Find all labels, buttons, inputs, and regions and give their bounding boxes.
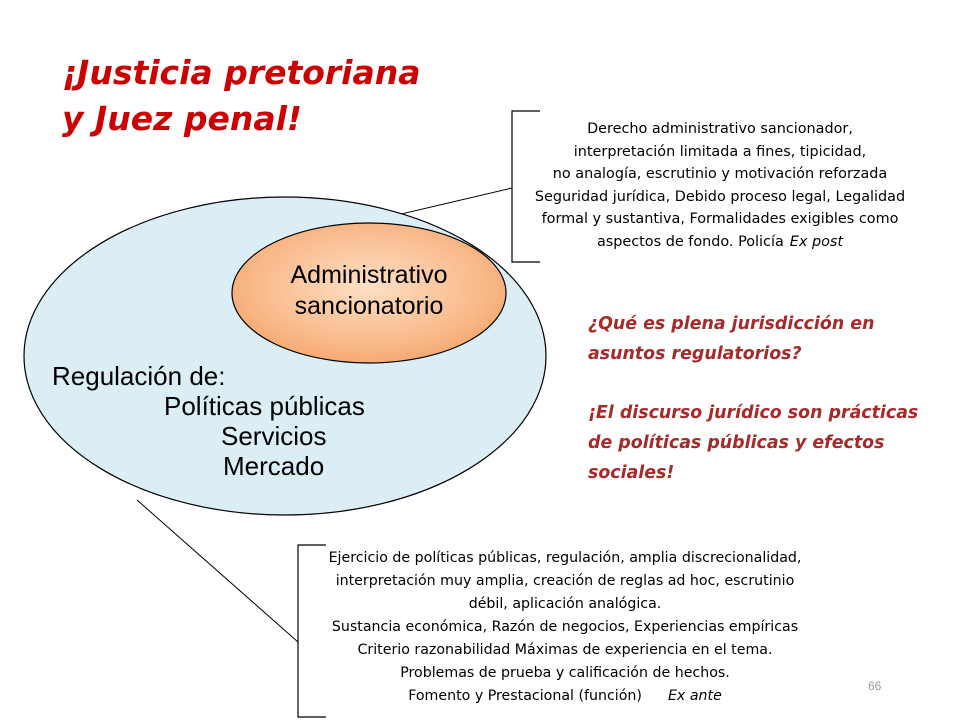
- sanction-label-line-1: Administrativo: [290, 261, 448, 289]
- regulation-label-line-1: Regulación de:: [52, 361, 226, 391]
- question2-line-2: de políticas públicas y efectos: [588, 433, 885, 453]
- top-box-last-line: [512, 231, 928, 254]
- bottom-box-last-line: [298, 685, 832, 708]
- statement-legal-discourse: [588, 398, 918, 488]
- bottom-connector-line: [137, 500, 298, 642]
- bottom-box-line: interpretación muy amplia, creación de reglas ad hoc, escrutinio: [335, 573, 795, 589]
- top-box-line: Seguridad jurídica, Debido proceso legal, Legalidad: [534, 188, 906, 205]
- top-box-line: Derecho administrativo sancionador,: [587, 121, 853, 137]
- question1-line-1: ¿Qué es plena jurisdicción en: [588, 314, 875, 334]
- question2-line-1: ¡El discurso jurídico son prácticas: [588, 403, 919, 423]
- ex-ante-tag: Ex ante: [667, 688, 722, 704]
- top-box-last-text: aspectos de fondo. Policía: [596, 233, 784, 250]
- bottom-box-line: Ejercicio de políticas públicas, regulación, amplia discrecionalidad,: [328, 550, 802, 566]
- regulation-label-line-3: Servicios: [221, 421, 327, 451]
- page-number: 66: [868, 679, 882, 693]
- title-line-2: y Juez penal!: [62, 99, 302, 138]
- question2-line-3: sociales!: [588, 463, 675, 483]
- top-box-text: [512, 118, 928, 254]
- bottom-box-last-text: Fomento y Prestacional (función): [408, 688, 642, 704]
- top-box-line: formal y sustantiva, Formalidades exigibles como: [541, 211, 899, 228]
- bottom-box-line: Problemas de prueba y calificación de hechos.: [400, 665, 730, 681]
- ex-post-tag: Ex post: [789, 233, 844, 250]
- bottom-box-text: [298, 547, 832, 708]
- bottom-box-line: débil, aplicación analógica.: [468, 596, 662, 612]
- top-box-line: no analogía, escrutinio y motivación reforzada: [552, 166, 888, 183]
- question-jurisdiction: [588, 309, 874, 369]
- slide-title: [62, 50, 421, 142]
- regulation-label-line-2: Políticas públicas: [164, 391, 365, 421]
- bottom-box-line: Criterio razonabilidad Máximas de experiencia en el tema.: [357, 642, 773, 658]
- question1-line-2: asuntos regulatorios?: [588, 344, 802, 364]
- title-line-1: ¡Justicia pretoriana: [62, 53, 421, 92]
- regulation-ellipse-label: [52, 361, 365, 481]
- sanction-ellipse-label: [236, 260, 502, 322]
- top-box-line: interpretación limitada a fines, tipicidad,: [573, 143, 867, 160]
- sanction-label-line-2: sancionatorio: [294, 292, 444, 320]
- regulation-label-line-4: Mercado: [223, 451, 325, 481]
- bottom-box-line: Sustancia económica, Razón de negocios, Experiencias empíricas: [331, 619, 799, 635]
